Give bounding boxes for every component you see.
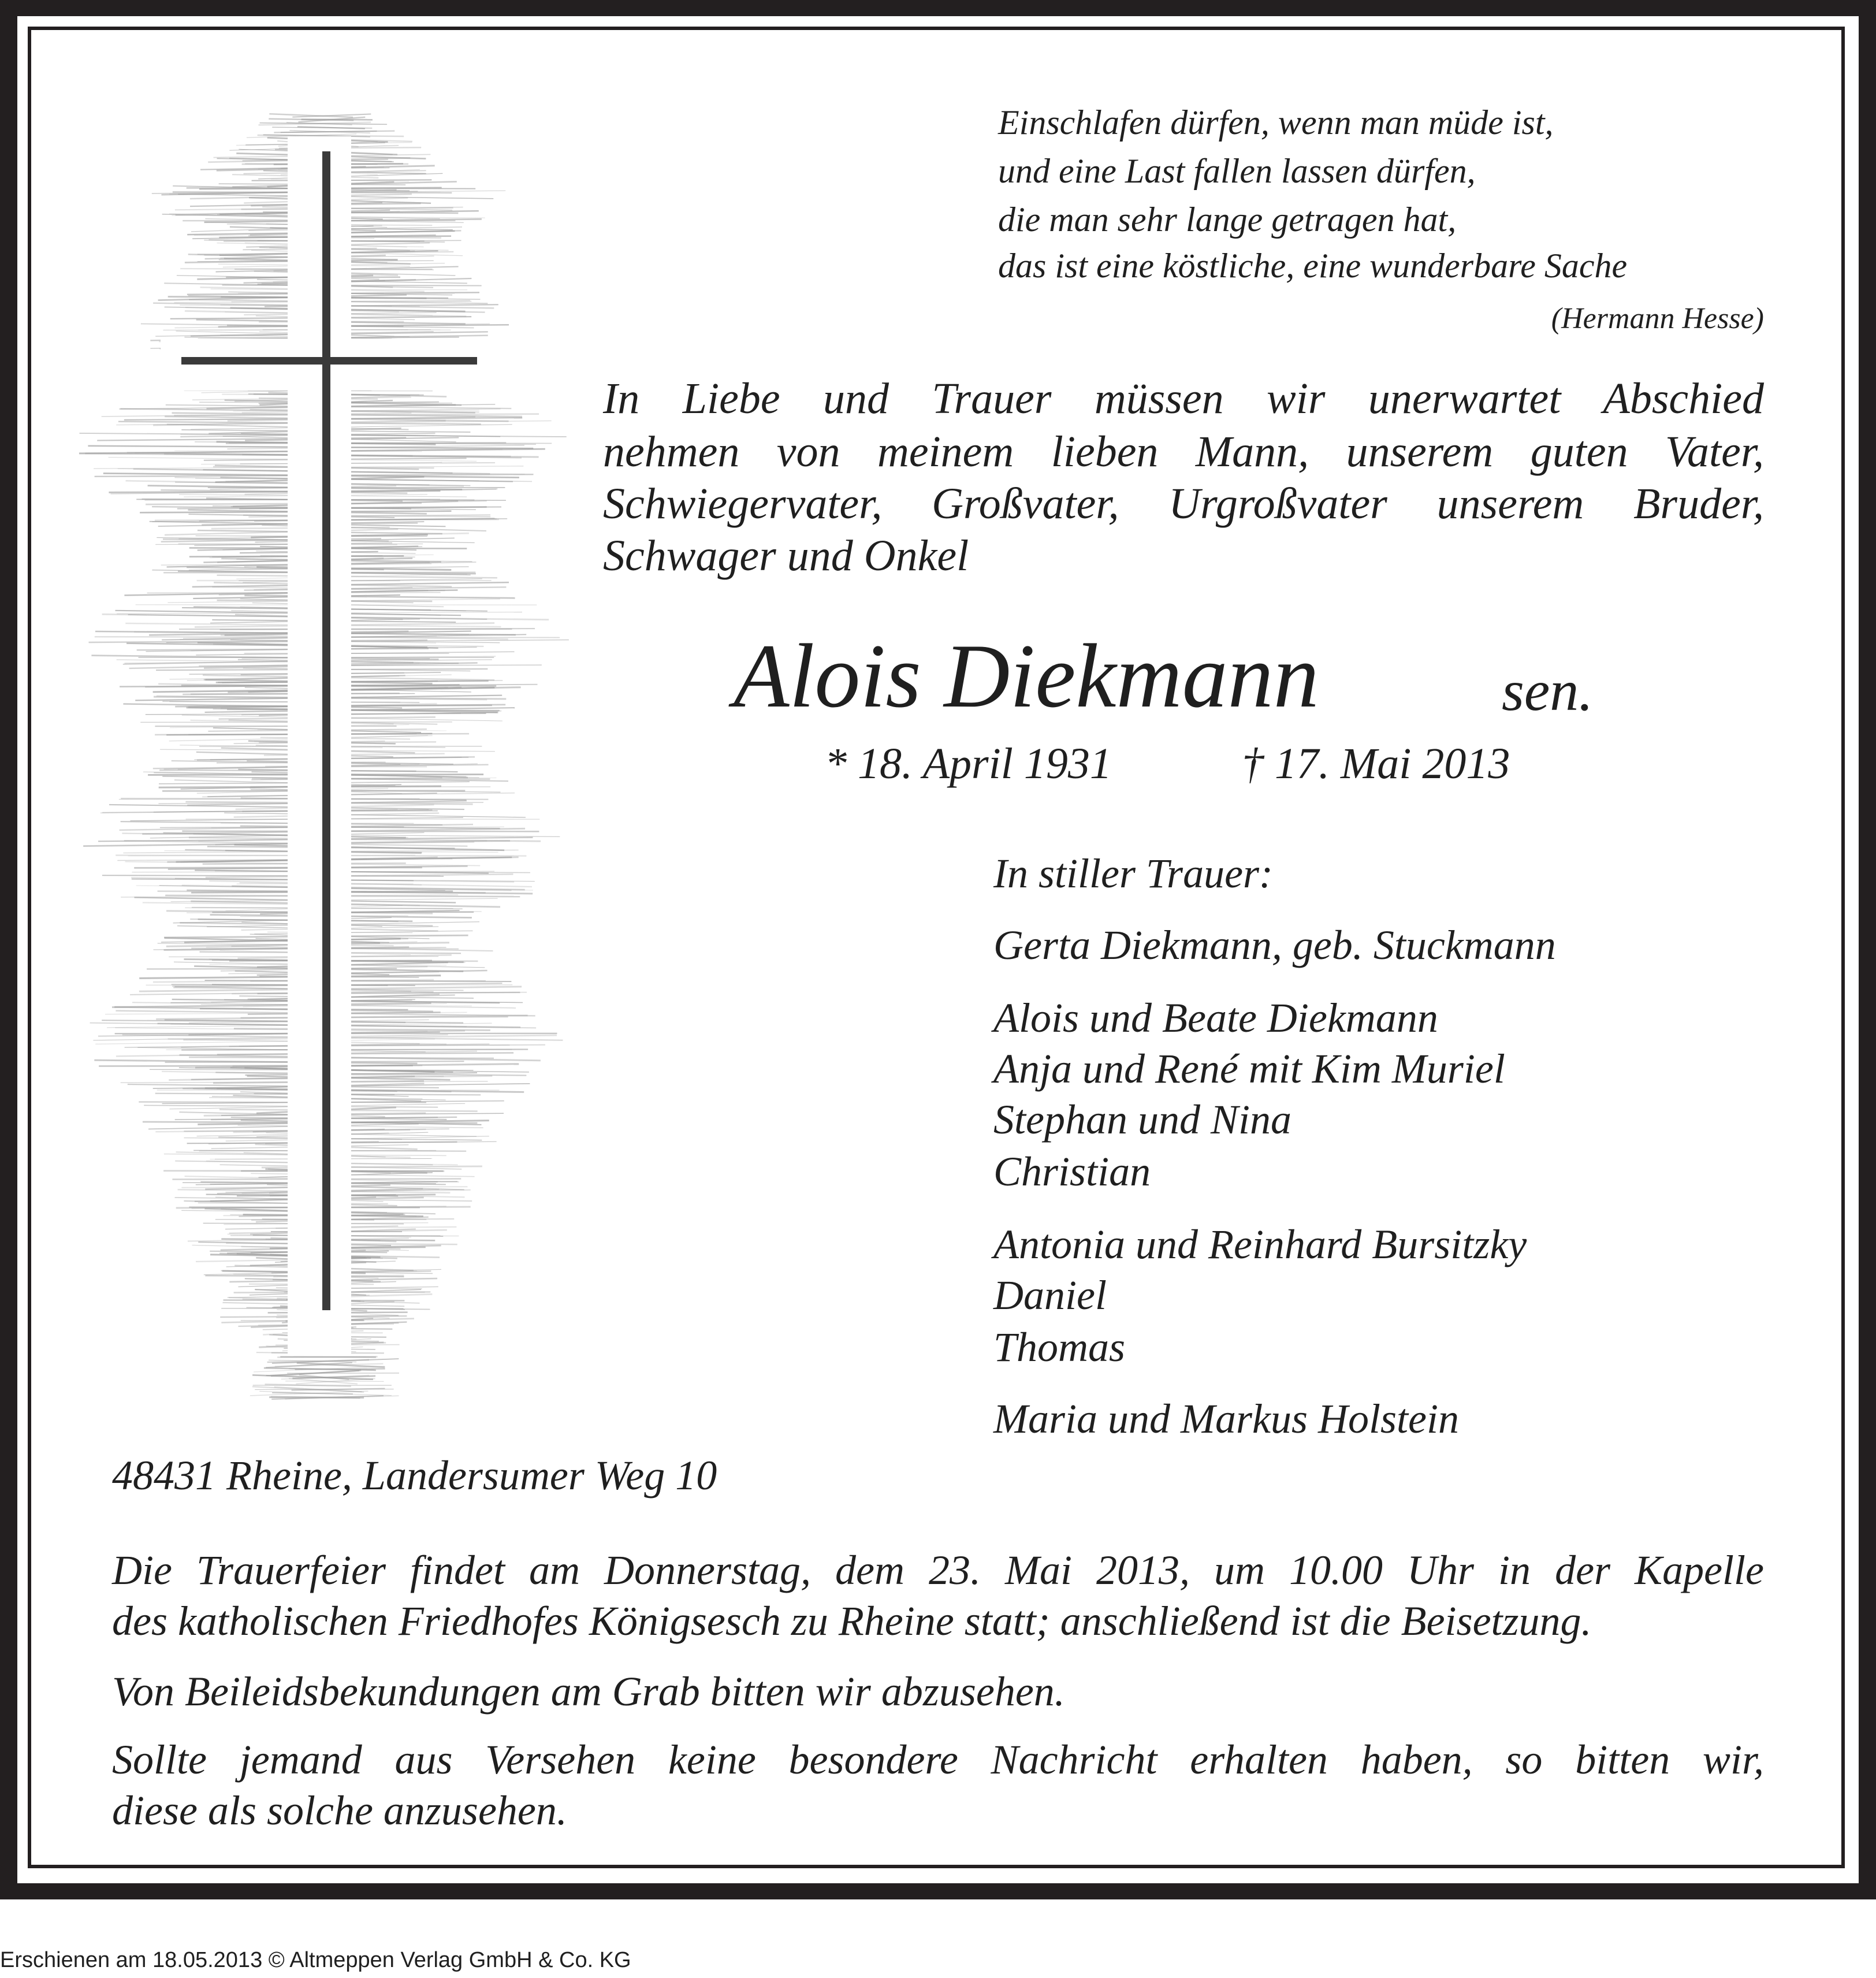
birth-date: * 18. April 1931: [825, 739, 1112, 788]
mourner-entry: Daniel: [993, 1272, 1107, 1318]
deceased-name: Alois Diekmann: [734, 626, 1319, 727]
mourner-entry: Antonia und Reinhard Bursitzky: [993, 1221, 1527, 1267]
hatch-stroke: [232, 301, 472, 302]
publication-footer: Erschienen am 18.05.2013 © Altmeppen Verlag GmbH & Co. KG: [0, 1948, 631, 1972]
intro-line: In Liebe und Trauer müssen wir unerwartet Abschied: [603, 374, 1764, 423]
hatch-stroke: [280, 1357, 376, 1358]
mourner-entry: Anja und René mit Kim Muriel: [993, 1046, 1505, 1092]
mourner-entry: Christian: [993, 1148, 1151, 1195]
hatch-stroke: [297, 127, 365, 128]
mourner-entry: Alois und Beate Diekmann: [993, 995, 1438, 1041]
address: 48431 Rheine, Landersumer Weg 10: [112, 1452, 717, 1499]
mourners-heading: In stiller Trauer:: [993, 850, 1274, 897]
quote-line: die man sehr lange getragen hat,: [998, 200, 1457, 239]
hatch-stroke: [251, 1173, 474, 1176]
hatch-stroke: [196, 652, 514, 655]
quote-line: Einschlafen dürfen, wenn man müde ist,: [998, 103, 1554, 142]
hatch-stroke: [274, 131, 394, 133]
quote-author: (Hermann Hesse): [1551, 302, 1764, 335]
mourner-entry: Gerta Diekmann, geb. Stuckmann: [993, 922, 1556, 968]
hatch-stroke: [255, 1389, 393, 1390]
intro-line: Schwager und Onkel: [603, 531, 969, 580]
mourner-entry: Thomas: [993, 1324, 1126, 1370]
name-suffix: sen.: [1502, 659, 1594, 723]
quote-line: und eine Last fallen lassen dürfen,: [998, 152, 1476, 190]
notice-line: Sollte jemand aus Versehen keine besondere Nachricht erhalten haben, so bitten wir,: [112, 1737, 1764, 1783]
intro-line: Schwiegervater, Großvater, Urgroßvater unserem Bruder,: [603, 479, 1764, 528]
hatch-stroke: [234, 1029, 490, 1031]
intro-line: nehmen von meinem lieben Mann, unserem guten Vater,: [603, 427, 1764, 476]
mourner-entry: Stephan und Nina: [993, 1096, 1291, 1143]
hatch-stroke: [240, 463, 495, 464]
mourner-entry: Maria und Markus Holstein: [993, 1396, 1459, 1442]
quote-line: das ist eine köstliche, eine wunderbare Sache: [998, 247, 1628, 285]
notice-line: Von Beileidsbekundungen am Grab bitten wir abzusehen.: [112, 1668, 1065, 1715]
notice-line: des katholischen Friedhofes Königsesch zu Rheine statt; anschließend ist die Beisetzung.: [112, 1598, 1592, 1644]
hatch-stroke: [217, 575, 497, 578]
notice-line: diese als solche anzusehen.: [112, 1787, 567, 1834]
death-date: † 17. Mai 2013: [1242, 739, 1510, 788]
hatch-stroke: [285, 1381, 384, 1382]
notice-line: Die Trauerfeier findet am Donnerstag, dem 23. Mai 2013, um 10.00 Uhr in der Kapelle: [112, 1547, 1764, 1593]
